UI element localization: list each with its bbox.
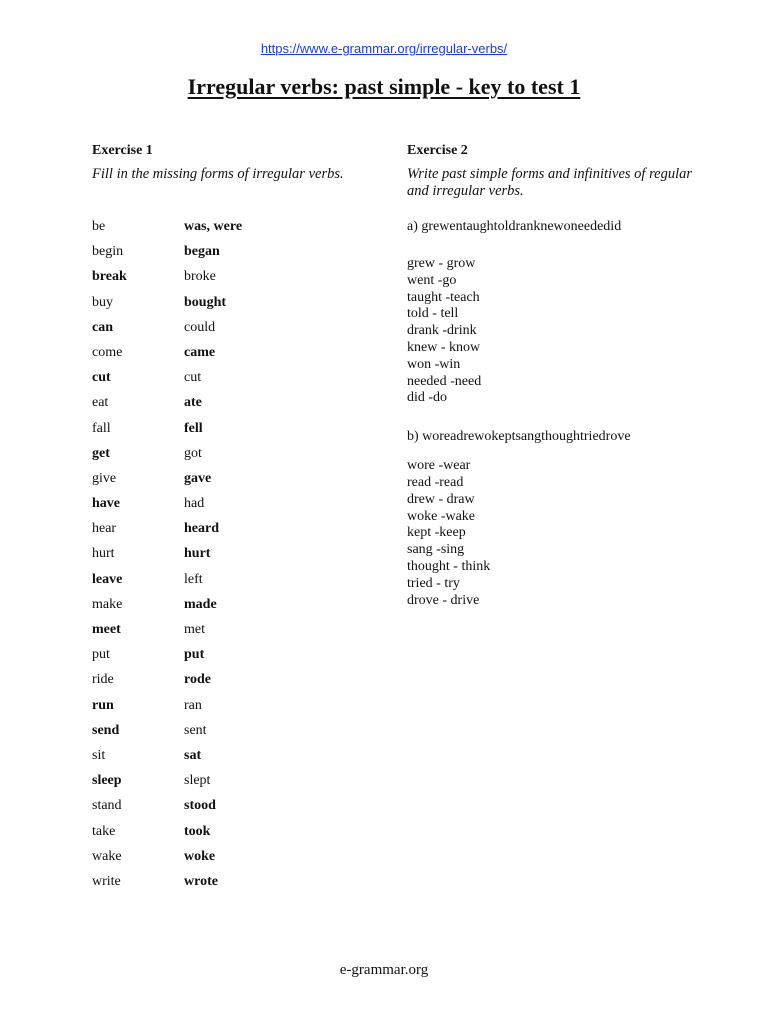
verb-base-form: put: [92, 647, 110, 663]
answer-line: woke -wake: [407, 508, 476, 524]
verb-base-form: come: [92, 344, 123, 360]
verb-past-form: could: [184, 319, 216, 335]
verb-row: [92, 819, 344, 844]
verb-base-form: have: [92, 496, 120, 512]
answer-line: told - tell: [407, 306, 459, 322]
answer-line: tried - try: [407, 575, 460, 591]
verb-past-form: stood: [184, 798, 216, 814]
verb-past-form: was, were: [184, 219, 243, 234]
verb-base-form: stand: [92, 798, 122, 814]
exercise2-instruction: Write past simple forms and infinitives of regular and irregular verbs.: [407, 166, 693, 199]
verb-base-form: buy: [92, 294, 113, 310]
verb-past-form: hurt: [184, 546, 211, 562]
verb-past-form: fell: [184, 420, 203, 436]
verb-row: [92, 793, 344, 818]
exercise1-header: [92, 142, 372, 212]
verb-past-form: began: [184, 244, 220, 260]
verb-row: [92, 214, 344, 239]
verb-base-form: break: [92, 269, 127, 285]
verb-table: [92, 214, 344, 894]
answer-line: kept -keep: [407, 525, 466, 541]
verb-past-form: slept: [184, 773, 211, 789]
verb-row: [92, 390, 344, 415]
answer-line: taught -teach: [407, 289, 480, 305]
verb-base-form: give: [92, 470, 117, 486]
verb-past-form: woke: [184, 848, 216, 864]
exercise2-heading: Exercise 2: [407, 143, 468, 158]
verb-row: [92, 290, 344, 315]
verb-past-form: got: [184, 445, 202, 461]
verb-past-form: sat: [184, 747, 202, 763]
verb-base-form: hurt: [92, 546, 115, 562]
verb-base-form: take: [92, 823, 116, 839]
page-title-text: Irregular verbs: past simple - key to test 1: [187, 74, 581, 99]
answer-line: drank -drink: [407, 323, 477, 339]
answer-line: wore -wear: [407, 458, 471, 474]
verb-row: [92, 264, 344, 289]
answer-line: drove - drive: [407, 592, 480, 608]
answer-line: knew - know: [407, 339, 481, 355]
exercise1-instruction: Fill in the missing forms of irregular verbs.: [92, 166, 344, 182]
verb-base-form: run: [92, 697, 114, 713]
verb-base-form: eat: [92, 395, 109, 411]
page-title: [0, 74, 768, 100]
answer-line: drew - draw: [407, 491, 475, 507]
verb-row: [92, 743, 344, 768]
verb-row: [92, 592, 344, 617]
verb-past-form: left: [184, 571, 203, 587]
answer-line: won -win: [407, 356, 461, 372]
verb-row: [92, 869, 344, 894]
verb-row: [92, 617, 344, 642]
verb-row: [92, 491, 344, 516]
verb-base-form: fall: [92, 420, 111, 436]
verb-row: [92, 340, 344, 365]
verb-row: [92, 693, 344, 718]
answer-line: read -read: [407, 474, 464, 490]
verb-row: [92, 567, 344, 592]
verb-past-form: ran: [184, 697, 202, 713]
verb-past-form: heard: [184, 521, 219, 537]
verb-past-form: rode: [184, 672, 211, 688]
verb-past-form: wrote: [184, 873, 218, 889]
verb-row: [92, 516, 344, 541]
part-a-puzzle: a) grewentaughtoldranknewoneededid: [407, 219, 622, 234]
verb-base-form: begin: [92, 244, 124, 260]
verb-row: [92, 844, 344, 869]
part-b-answer-list: [407, 458, 631, 609]
verb-row: [92, 365, 344, 390]
verb-past-form: bought: [184, 294, 227, 310]
verb-row: [92, 441, 344, 466]
answer-line: thought - think: [407, 558, 491, 574]
verb-past-form: cut: [184, 370, 202, 386]
verb-row: [92, 541, 344, 566]
verb-base-form: make: [92, 596, 123, 612]
verb-past-form: gave: [184, 470, 212, 486]
exercise2-header: [407, 142, 697, 212]
source-url-link[interactable]: https://www.e-grammar.org/irregular-verbs/: [260, 41, 508, 56]
verb-past-form: ate: [184, 395, 202, 411]
verb-base-form: send: [92, 722, 120, 738]
verb-past-form: sent: [184, 722, 207, 738]
verb-base-form: write: [92, 873, 121, 889]
verb-past-form: put: [184, 647, 205, 663]
verb-past-form: came: [184, 344, 216, 360]
verb-base-form: get: [92, 445, 110, 461]
verb-row: [92, 416, 344, 441]
verb-base-form: be: [92, 219, 106, 234]
verb-row: [92, 315, 344, 340]
verb-base-form: hear: [92, 521, 117, 537]
verb-base-form: wake: [92, 848, 122, 864]
answer-line: sang -sing: [407, 542, 465, 558]
footer-site-name: e-grammar.org: [339, 962, 429, 978]
verb-row: [92, 768, 344, 793]
verb-past-form: broke: [184, 269, 216, 285]
verb-row: [92, 718, 344, 743]
verb-base-form: ride: [92, 672, 114, 688]
verb-past-form: took: [184, 823, 211, 839]
verb-row: [92, 239, 344, 264]
answer-line: went -go: [407, 272, 457, 288]
verb-base-form: sit: [92, 747, 106, 763]
verb-past-form: met: [184, 622, 205, 637]
verb-past-form: made: [184, 596, 217, 612]
verb-base-form: sleep: [92, 773, 122, 789]
verb-row: [92, 642, 344, 667]
answer-line: grew - grow: [407, 256, 476, 271]
verb-row: [92, 466, 344, 491]
verb-base-form: cut: [92, 370, 111, 386]
answer-line: did -do: [407, 390, 448, 406]
answer-line: needed -need: [407, 373, 482, 389]
verb-past-form: had: [184, 496, 205, 512]
verb-base-form: can: [92, 319, 113, 335]
verb-base-form: meet: [92, 622, 121, 637]
exercise2-answers: [407, 214, 631, 609]
verb-row: [92, 667, 344, 692]
part-a-answer-list: [407, 256, 631, 407]
part-b-puzzle: b) woreadrewokeptsangthoughtriedrove: [407, 429, 631, 445]
exercise1-heading: Exercise 1: [92, 143, 153, 158]
verb-base-form: leave: [92, 571, 123, 587]
